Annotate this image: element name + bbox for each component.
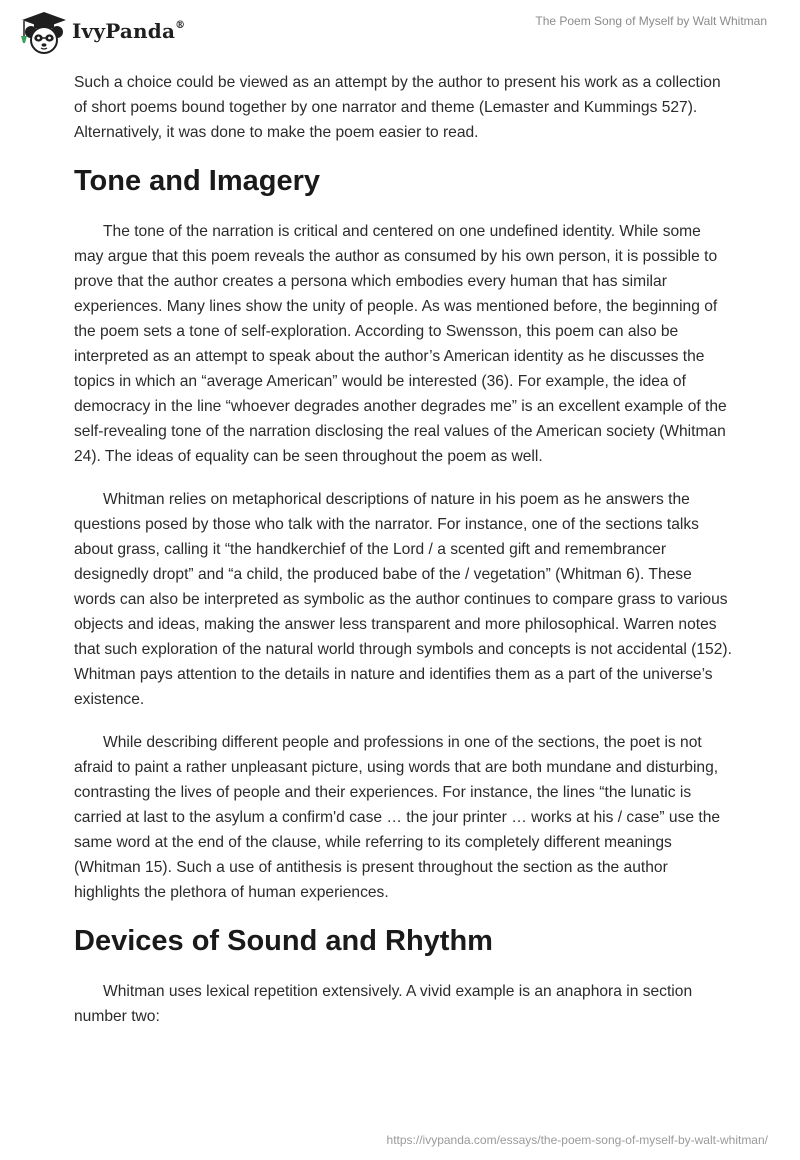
- source-url[interactable]: https://ivypanda.com/essays/the-poem-song-of-myself-by-walt-whitman/: [386, 1133, 768, 1147]
- section-heading-tone-imagery: Tone and Imagery: [74, 165, 321, 197]
- page-header: [0, 0, 800, 62]
- ivypanda-logo[interactable]: [14, 8, 185, 56]
- paragraph-repetition: Whitman uses lexical repetition extensively. A vivid example is an anaphora in section number two:: [74, 983, 693, 1025]
- paragraph-nature: Whitman relies on metaphorical descriptions of nature in his poem as he answers the questions posed by those who talk with the narrator. For instance, one of the sections talks about grass, calling it “the handkerchief of the Lord / a scented gift and remembrancer designedly dropt” and “a child, the produced babe of the / vegetation” (Whitman 6). These words can also be interpreted as symbolic as the author continues to compare grass to various objects and ideas, making the answer less transparent and more philosophical. Warren notes that such exploration of the natural world through symbols and concepts is not accidental (152). Whitman pays attention to the details in nature and identifies them as a part of the universe’s existence.: [74, 491, 732, 708]
- paragraph-professions: While describing different people and professions in one of the sections, the poet is not afraid to paint a rather unpleasant picture, using words that are both mundane and disturbing, contrasting the lives of people and their experiences. For instance, the lines “the lunatic is carried at last to the asylum a confirm'd case … the jour printer … works at his / case” use the same word at the end of the clause, while referring to its completely different meanings (Whitman 15). Such a use of antithesis is present throughout the section as the author highlights the plethora of human experiences.: [74, 734, 721, 901]
- article-body: [74, 70, 734, 1047]
- paragraph-tone: The tone of the narration is critical and centered on one undefined identity. While some may argue that this poem reveals the author as consumed by his own person, it is possible to prove that the author creates a persona which embodies every human that has similar experiences. Many lines show the unity of people. As was mentioned before, the beginning of the poem sets a tone of self-exploration. According to Swensson, this poem can also be interpreted as an attempt to speak about the author’s American identity as he discusses the topics in which an “average American” would be interested (36). For example, the idea of democracy in the line “whoever degrades another degrades me” is an excellent example of the self-revealing tone of the narration disclosing the real values of the American society (Whitman 24). The ideas of equality can be seen throughout the poem as well.: [74, 223, 727, 465]
- section-heading-sound-rhythm: Devices of Sound and Rhythm: [74, 925, 493, 957]
- panda-graduate-icon: [14, 8, 68, 56]
- document-title: The Poem Song of Myself by Walt Whitman: [535, 14, 767, 28]
- paragraph-intro: Such a choice could be viewed as an attempt by the author to present his work as a collection of short poems bound together by one narrator and theme (Lemaster and Kummings 527). Alternatively, it was done to make the poem easier to read.: [74, 74, 721, 141]
- logo-wordmark: IvyPanda®: [72, 19, 186, 43]
